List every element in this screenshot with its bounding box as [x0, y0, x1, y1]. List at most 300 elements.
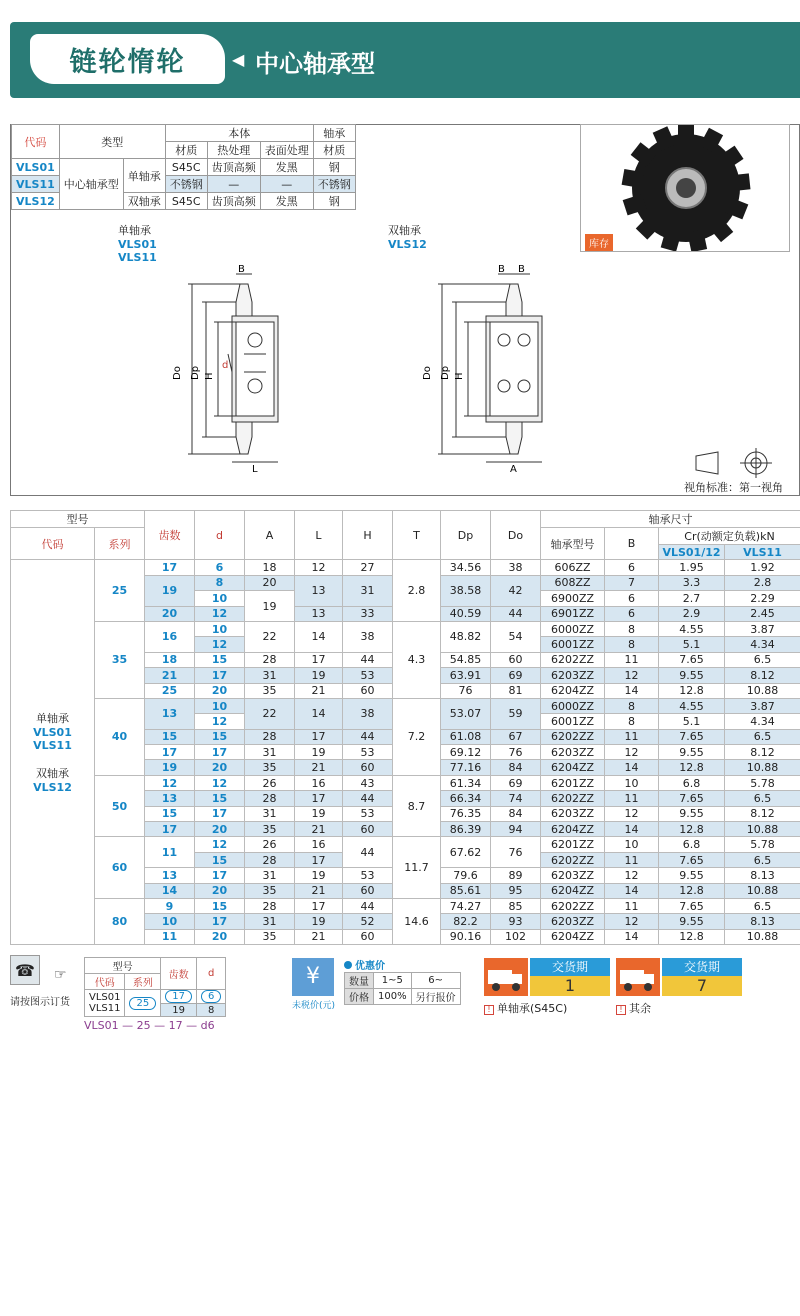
cr2-cell: 3.87: [725, 621, 800, 636]
cr2-cell: 10.88: [725, 822, 800, 837]
double-code-1: VLS12: [388, 238, 427, 251]
dp-cell: 53.07: [441, 698, 491, 729]
dot-icon: [344, 961, 352, 969]
truck-icon: [616, 958, 660, 996]
table-row: [11, 621, 800, 636]
th-cr2: VLS11: [725, 545, 800, 560]
teeth-cell: 20: [145, 606, 195, 621]
a-cell: 31: [245, 914, 295, 929]
h-cell: 53: [343, 668, 393, 683]
th-bearing: 轴承: [313, 125, 355, 142]
th-model: 型号: [11, 511, 145, 528]
do-cell: 93: [491, 914, 541, 929]
cr1-cell: 5.1: [659, 637, 725, 652]
a-cell: 19: [245, 591, 295, 622]
teeth-cell: 12: [145, 775, 195, 790]
bmat-cell: 钢: [313, 193, 355, 210]
dim-b: B: [238, 264, 245, 275]
series-cell: 40: [95, 698, 145, 775]
series-cell: 60: [95, 837, 145, 899]
do-cell: 60: [491, 652, 541, 667]
teeth-cell: 17: [145, 560, 195, 575]
bearing-model-cell: 6202ZZ: [541, 898, 605, 913]
a-cell: 28: [245, 729, 295, 744]
cr2-cell: 5.78: [725, 775, 800, 790]
delivery-days: 7: [662, 976, 742, 996]
h-cell: 60: [343, 683, 393, 698]
dp-cell: 85.61: [441, 883, 491, 898]
cr1-cell: 6.8: [659, 837, 725, 852]
h-cell: 60: [343, 760, 393, 775]
price-2: 另行报价: [411, 989, 460, 1005]
code-cell: VLS01: [12, 159, 60, 176]
b-cell: 12: [605, 806, 659, 821]
cr2-cell: 8.13: [725, 868, 800, 883]
h-cell: 44: [343, 837, 393, 868]
do-cell: 67: [491, 729, 541, 744]
dp-cell: 76.35: [441, 806, 491, 821]
dim-do: Do: [422, 366, 433, 380]
bearing-model-cell: 6204ZZ: [541, 883, 605, 898]
th-body: 本体: [165, 125, 313, 142]
table-row: [11, 698, 800, 713]
b-cell: 14: [605, 760, 659, 775]
cr2-cell: 6.5: [725, 852, 800, 867]
bearing-model-cell: 6202ZZ: [541, 729, 605, 744]
price-row-label: 价格: [345, 989, 374, 1005]
dp-cell: 79.6: [441, 868, 491, 883]
a-cell: 31: [245, 806, 295, 821]
l-cell: 19: [295, 668, 343, 683]
th-l: L: [295, 511, 343, 560]
delivery-1: [484, 958, 614, 996]
teeth-cell: 21: [145, 668, 195, 683]
teeth-cell: 13: [145, 698, 195, 729]
th-cr: Cr(动额定负载)kN: [659, 528, 800, 545]
stock-badge: 库存: [585, 234, 613, 251]
dp-cell: 61.34: [441, 775, 491, 790]
single-bearing-drawing: [170, 262, 290, 472]
dim-h: H: [454, 372, 465, 380]
cr2-cell: 4.34: [725, 637, 800, 652]
do-cell: 38: [491, 560, 541, 575]
cr1-cell: 7.65: [659, 791, 725, 806]
th-teeth: 齿数: [145, 511, 195, 560]
page-subtitle: 中心轴承型: [255, 50, 375, 78]
l-cell: 19: [295, 914, 343, 929]
l-cell: 16: [295, 837, 343, 852]
cr2-cell: 8.13: [725, 914, 800, 929]
d-cell: 12: [195, 775, 245, 790]
l-cell: 12: [295, 560, 343, 575]
l-cell: 21: [295, 683, 343, 698]
bearing-model-cell: 6202ZZ: [541, 652, 605, 667]
d-cell: 10: [195, 591, 245, 606]
side-double: 双轴承: [36, 767, 69, 781]
h-cell: 53: [343, 868, 393, 883]
d-cell: 20: [195, 760, 245, 775]
dp-cell: 40.59: [441, 606, 491, 621]
b-cell: 14: [605, 683, 659, 698]
t-cell: 14.6: [393, 898, 441, 944]
table-row: [11, 775, 800, 790]
dp-cell: 86.39: [441, 822, 491, 837]
d-cell: 20: [195, 822, 245, 837]
page-title: 链轮惰轮: [30, 34, 225, 84]
h-cell: 44: [343, 898, 393, 913]
a-cell: 35: [245, 929, 295, 944]
do-cell: 89: [491, 868, 541, 883]
surf-cell: 发黑: [260, 159, 313, 176]
d-cell: 12: [195, 637, 245, 652]
dim-l: L: [252, 464, 258, 472]
cr1-cell: 9.55: [659, 745, 725, 760]
teeth-cell: 25: [145, 683, 195, 698]
sprocket-icon: [581, 125, 789, 251]
do-cell: 59: [491, 698, 541, 729]
th-d: d: [195, 511, 245, 560]
cr2-cell: 4.34: [725, 714, 800, 729]
cr1-cell: 12.8: [659, 683, 725, 698]
do-cell: 76: [491, 837, 541, 868]
order-series: 25: [129, 997, 156, 1010]
h-cell: 38: [343, 698, 393, 729]
order-th-d: d: [196, 958, 225, 990]
dp-cell: 66.34: [441, 791, 491, 806]
a-cell: 28: [245, 852, 295, 867]
dim-do: Do: [172, 366, 183, 380]
delivery-label: 交货期: [662, 958, 742, 976]
teeth-cell: 17: [145, 745, 195, 760]
l-cell: 14: [295, 621, 343, 652]
d-cell: 17: [195, 914, 245, 929]
teeth-cell: 19: [145, 575, 195, 606]
th-material: 材质: [165, 142, 207, 159]
d-cell: 17: [195, 868, 245, 883]
side-c3: VLS12: [33, 781, 72, 795]
cr2-cell: 6.5: [725, 652, 800, 667]
bearing-model-cell: 6900ZZ: [541, 591, 605, 606]
bearing-model-cell: 608ZZ: [541, 575, 605, 590]
th-b: B: [605, 528, 659, 560]
a-cell: 31: [245, 668, 295, 683]
double-bearing-drawing: [420, 262, 560, 472]
do-cell: 84: [491, 760, 541, 775]
b-cell: 8: [605, 621, 659, 636]
bearing-model-cell: 606ZZ: [541, 560, 605, 575]
t-cell: 11.7: [393, 837, 441, 899]
b-cell: 12: [605, 914, 659, 929]
teeth-cell: 17: [145, 822, 195, 837]
model-code-cell: [11, 560, 95, 945]
type-table: [11, 124, 356, 210]
bearing-model-cell: 6203ZZ: [541, 668, 605, 683]
teeth-cell: 9: [145, 898, 195, 913]
code-cell: VLS11: [12, 176, 60, 193]
single-code-1: VLS01: [118, 238, 157, 251]
bearing-model-cell: 6203ZZ: [541, 745, 605, 760]
b-cell: 11: [605, 729, 659, 744]
order-teeth-2: 19: [161, 1004, 197, 1017]
teeth-cell: 16: [145, 621, 195, 652]
a-cell: 28: [245, 898, 295, 913]
cr1-cell: 7.65: [659, 652, 725, 667]
cr1-cell: 4.55: [659, 698, 725, 713]
th-surface: 表面处理: [260, 142, 313, 159]
bearing-model-cell: 6203ZZ: [541, 914, 605, 929]
series-cell: 50: [95, 775, 145, 837]
teeth-cell: 13: [145, 868, 195, 883]
b-cell: 8: [605, 637, 659, 652]
b-cell: 10: [605, 837, 659, 852]
mat-cell: S45C: [165, 159, 207, 176]
page-header: [10, 22, 800, 98]
discount-title: 优惠价: [355, 961, 385, 972]
h-cell: 43: [343, 775, 393, 790]
cr1-cell: 9.55: [659, 914, 725, 929]
cr2-cell: 8.12: [725, 806, 800, 821]
bearing-model-cell: 6204ZZ: [541, 929, 605, 944]
cr2-cell: 8.12: [725, 745, 800, 760]
b-cell: 12: [605, 868, 659, 883]
order-code-2: VLS11: [89, 1003, 121, 1014]
a-cell: 26: [245, 775, 295, 790]
cr2-cell: 10.88: [725, 760, 800, 775]
teeth-cell: 15: [145, 729, 195, 744]
cr1-cell: 4.55: [659, 621, 725, 636]
do-cell: 42: [491, 575, 541, 606]
th-h: H: [343, 511, 393, 560]
cr2-cell: 10.88: [725, 929, 800, 944]
cr1-cell: 7.65: [659, 852, 725, 867]
d-cell: 15: [195, 898, 245, 913]
do-cell: 44: [491, 606, 541, 621]
series-cell: 80: [95, 898, 145, 944]
bearing-model-cell: 6204ZZ: [541, 760, 605, 775]
do-cell: 85: [491, 898, 541, 913]
l-cell: 21: [295, 883, 343, 898]
single-title: 单轴承: [118, 224, 151, 237]
cr2-cell: 6.5: [725, 898, 800, 913]
dp-cell: 74.27: [441, 898, 491, 913]
bearing-model-cell: 6901ZZ: [541, 606, 605, 621]
cr1-cell: 9.55: [659, 868, 725, 883]
price-table: [344, 972, 461, 1005]
l-cell: 17: [295, 652, 343, 667]
dp-cell: 34.56: [441, 560, 491, 575]
a-cell: 31: [245, 745, 295, 760]
t-cell: 4.3: [393, 621, 441, 698]
bearing-model-cell: 6203ZZ: [541, 868, 605, 883]
dim-dp: Dp: [440, 365, 451, 380]
surf-cell: —: [260, 176, 313, 193]
spec-table: [10, 510, 800, 945]
series-cell: 25: [95, 560, 145, 622]
dp-cell: 48.82: [441, 621, 491, 652]
b-cell: 11: [605, 791, 659, 806]
th-cr1: VLS01/12: [659, 545, 725, 560]
bearing-model-cell: 6202ZZ: [541, 791, 605, 806]
h-cell: 44: [343, 791, 393, 806]
a-cell: 35: [245, 683, 295, 698]
cr1-cell: 2.7: [659, 591, 725, 606]
cr2-cell: 6.5: [725, 791, 800, 806]
th-t: T: [393, 511, 441, 560]
bearing-model-cell: 6000ZZ: [541, 698, 605, 713]
b-cell: 12: [605, 668, 659, 683]
dim-b-1: B: [498, 264, 505, 275]
a-cell: 18: [245, 560, 295, 575]
kind-cell: 单轴承: [123, 159, 165, 193]
cr2-cell: 5.78: [725, 837, 800, 852]
bearing-model-cell: 6000ZZ: [541, 621, 605, 636]
double-title: 双轴承: [388, 224, 421, 237]
d-cell: 17: [195, 668, 245, 683]
th-a: A: [245, 511, 295, 560]
a-cell: 35: [245, 760, 295, 775]
h-cell: 33: [343, 606, 393, 621]
b-cell: 14: [605, 929, 659, 944]
b-cell: 14: [605, 822, 659, 837]
b-cell: 10: [605, 775, 659, 790]
heat-cell: —: [207, 176, 260, 193]
d-cell: 10: [195, 621, 245, 636]
a-cell: 22: [245, 698, 295, 729]
delivery-label: 交货期: [530, 958, 610, 976]
l-cell: 19: [295, 745, 343, 760]
h-cell: 44: [343, 652, 393, 667]
cr1-cell: 2.9: [659, 606, 725, 621]
table-row: [11, 837, 800, 852]
l-cell: 17: [295, 729, 343, 744]
bearing-model-cell: 6204ZZ: [541, 683, 605, 698]
cr1-cell: 12.8: [659, 929, 725, 944]
first-angle-projection-icon: [690, 448, 780, 478]
do-cell: 54: [491, 621, 541, 652]
do-cell: 81: [491, 683, 541, 698]
dp-cell: 82.2: [441, 914, 491, 929]
l-cell: 21: [295, 822, 343, 837]
do-cell: 94: [491, 822, 541, 837]
cr2-cell: 2.29: [725, 591, 800, 606]
mat-cell: 不锈钢: [165, 176, 207, 193]
do-cell: 69: [491, 668, 541, 683]
surf-cell: 发黑: [260, 193, 313, 210]
cr1-cell: 12.8: [659, 822, 725, 837]
d-cell: 20: [195, 929, 245, 944]
d-cell: 10: [195, 698, 245, 713]
cr1-cell: 9.55: [659, 806, 725, 821]
dim-b-2: B: [518, 264, 525, 275]
th-bearing-size: 轴承尺寸: [541, 511, 800, 528]
l-cell: 19: [295, 868, 343, 883]
teeth-cell: 11: [145, 837, 195, 868]
h-cell: 60: [343, 822, 393, 837]
do-cell: 74: [491, 791, 541, 806]
do-cell: 102: [491, 929, 541, 944]
th-heat: 热处理: [207, 142, 260, 159]
price-1: 100%: [374, 989, 412, 1005]
b-cell: 11: [605, 852, 659, 867]
cr2-cell: 10.88: [725, 683, 800, 698]
heat-cell: 齿顶高频: [207, 193, 260, 210]
order-th-teeth: 齿数: [161, 958, 197, 990]
b-cell: 11: [605, 898, 659, 913]
order-section: [10, 955, 70, 1008]
a-cell: 22: [245, 621, 295, 652]
l-cell: 16: [295, 775, 343, 790]
view-standard: 视角标准：第一视角: [684, 481, 783, 494]
table-row: [11, 560, 800, 575]
code-cell: VLS12: [12, 193, 60, 210]
dp-cell: 76: [441, 683, 491, 698]
order-th-model: 型号: [85, 958, 161, 974]
dp-cell: 67.62: [441, 837, 491, 868]
b-cell: 8: [605, 698, 659, 713]
arrow-left-icon: ◀: [232, 50, 245, 69]
dp-cell: 69.12: [441, 745, 491, 760]
dp-cell: 61.08: [441, 729, 491, 744]
th-dp: Dp: [441, 511, 491, 560]
d-cell: 15: [195, 852, 245, 867]
info-icon: !: [484, 1005, 494, 1015]
h-cell: 44: [343, 729, 393, 744]
h-cell: 60: [343, 929, 393, 944]
do-cell: 95: [491, 883, 541, 898]
bearing-model-cell: 6201ZZ: [541, 837, 605, 852]
cr1-cell: 7.65: [659, 729, 725, 744]
h-cell: 52: [343, 914, 393, 929]
h-cell: 60: [343, 883, 393, 898]
a-cell: 35: [245, 822, 295, 837]
l-cell: 13: [295, 606, 343, 621]
dim-a: A: [510, 464, 517, 472]
teeth-cell: 15: [145, 806, 195, 821]
bearing-model-cell: 6001ZZ: [541, 637, 605, 652]
d-cell: 17: [195, 806, 245, 821]
mat-cell: S45C: [165, 193, 207, 210]
b-cell: 12: [605, 745, 659, 760]
d-cell: 15: [195, 652, 245, 667]
teeth-cell: 19: [145, 760, 195, 775]
double-label: [388, 222, 427, 251]
th-type: 类型: [59, 125, 165, 159]
dp-cell: 90.16: [441, 929, 491, 944]
a-cell: 28: [245, 652, 295, 667]
cr1-cell: 5.1: [659, 714, 725, 729]
cr1-cell: 6.8: [659, 775, 725, 790]
a-cell: 26: [245, 837, 295, 852]
h-cell: 31: [343, 575, 393, 606]
delivery-note-text: 其余: [629, 1002, 651, 1015]
order-code-example: VLS01 — 25 — 17 — d6: [84, 1019, 215, 1032]
order-th-code: 代码: [85, 974, 125, 990]
order-table: [84, 957, 226, 1017]
order-d-1: 6: [201, 990, 221, 1003]
dp-cell: 54.85: [441, 652, 491, 667]
cr2-cell: 2.45: [725, 606, 800, 621]
d-cell: 8: [195, 575, 245, 590]
teeth-cell: 18: [145, 652, 195, 667]
bearing-model-cell: 6203ZZ: [541, 806, 605, 821]
price-label: 未税价(元): [292, 1001, 336, 1011]
t-cell: 8.7: [393, 775, 441, 837]
th-bmat: 材质: [313, 142, 355, 159]
cr2-cell: 1.92: [725, 560, 800, 575]
l-cell: 21: [295, 760, 343, 775]
l-cell: 17: [295, 898, 343, 913]
delivery-note-1: [484, 1000, 567, 1016]
